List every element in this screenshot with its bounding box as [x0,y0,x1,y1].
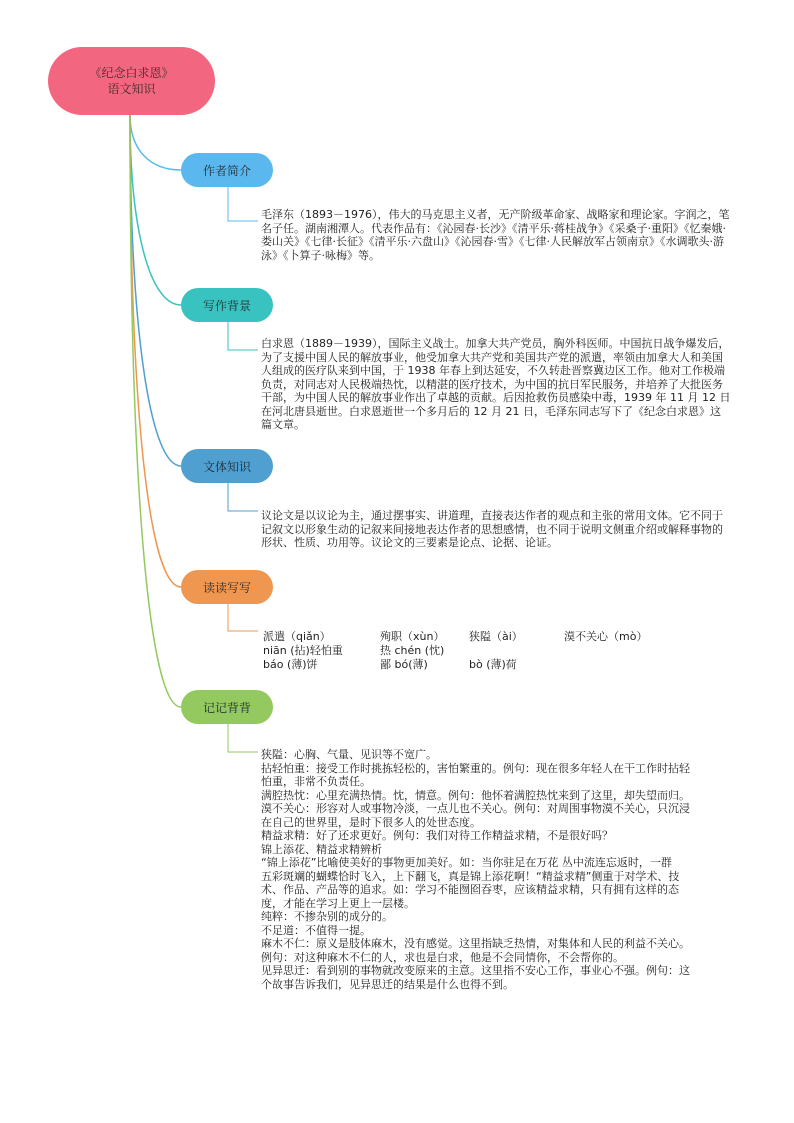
branch-genre-knowledge[interactable] [181,449,273,483]
memorize-line: 漠不关心：形容对人或事物冷淡，一点儿也不关心。例句：对周围事物漠不关心，只沉浸 [261,802,690,815]
background-text [261,337,731,432]
memorize-line: 术、作品、产品等的追求。如：学习不能囫囵吞枣，应该精益求精，只有拥有这样的态 [261,883,679,896]
vocab-item: 殉职（xùn） [380,630,445,643]
branch-label: 记记背背 [202,700,251,715]
memorize-line: 见异思迁：看到别的事物就改变原来的主意。这里指不安心工作，事业心不强。例句：这 [261,964,690,977]
memorize-line: 五彩斑斓的蝴蝶恰时飞入，上下翻飞，真是锦上添花啊！“精益求精”侧重于对学术、技 [261,869,680,883]
vocab-row [263,658,683,672]
memorize-line: 纯粹：不掺杂别的成分的。 [261,910,393,923]
memorize-line: 满腔热忱：心里充满热情。忱，情意。例句：他怀着满腔热忱来到了这里，却失望而归。 [261,788,690,802]
memorize-line: “锦上添花”比喻使美好的事物更加美好。如：当你驻足在万花 丛中流连忘返时，一群 [261,856,672,869]
branch-read-write[interactable] [181,570,273,604]
genre-paragraph: 议论文是以议论为主，通过摆事实、讲道理，直接表达作者的观点和主张的常用文体。它不同于记叙文以形象生动的记叙来间接地表达作者的思想感情，也不同于说明文侧重介绍或解释事物的形状、性质、功用等。议论文的三要素是论点、论据、论证。 [261,509,723,549]
author-intro-text [261,208,731,262]
vocab-item: 漠不关心（mò） [564,630,648,643]
connector-memorize [130,115,181,707]
author-paragraph: 毛泽东（1893－1976），伟大的马克思主义者，无产阶级革命家、战略家和理论家。字润之，笔名子任。湖南湘潭人。代表作品有：《沁园春·长沙》《清平乐·蒋桂战争》《采桑子·重阳》《忆秦娥·娄山关》《七律·长征》《清平乐·六盘山》《沁园春·雪》《七律·人民解放军占领南京》《水调歌头·游泳》《卜算子·咏梅》等。 [261,208,730,262]
connector-reading [130,115,181,587]
memorize-line: 拈轻怕重：接受工作时挑拣轻松的，害怕繁重的。例句：现在很多年轻人在干工作时拈轻 [261,761,690,775]
vocab-item: bò (薄)荷 [469,658,517,671]
memorize-line: 锦上添花、精益求精辨析 [261,842,382,856]
memorize-line: 在自己的世界里，是时下很多人的处世态度。 [261,815,481,829]
memorize-line: 怕重，非常不负责任。 [261,775,371,788]
branch-label: 读读写写 [202,580,251,595]
connector-genre [130,115,181,466]
genre-text [261,509,731,550]
elbow-memorize [228,724,258,752]
memorize-text [261,748,731,991]
root-subtitle: 语文知识 [107,82,156,96]
branch-label: 文体知识 [202,459,251,474]
memorize-line: 麻木不仁：原义是肢体麻木，没有感觉。这里指缺乏热情，对集体和人民的利益不关心。 [261,937,690,950]
branch-memorize[interactable] [181,690,273,724]
vocab-item: 热 chén (忱) [380,644,445,657]
background-paragraph: 白求恩（1889－1939），国际主义战士。加拿大共产党员，胸外科医师。中国抗日战争爆发后，为了支援中国人民的解放事业，他受加拿大共产党和美国共产党的派遣，率领由加拿大人和美国人组成的医疗队来到中国，于 1938 年春上到达延安，不久转赴晋察冀边区工作。他对工作极端负责，对同志对人民极端热忱，以精湛的医疗技术，为中国的抗日军民服务，并培养了大批医务干部，为中国人民的解放事业作出了卓越的贡献。后因抢救伤员感染中毒，1939 年 11 月 12 日在河北唐县逝世。白求恩逝世一个多月后的 12 月 21 日，毛泽东同志写下了《纪念白求恩》这篇文章。 [261,337,731,431]
vocab-item: niān (拈)轻怕重 [263,644,343,657]
vocab-row [263,644,683,658]
branch-writing-background[interactable] [181,288,273,322]
branch-author-intro[interactable] [181,153,273,187]
branch-label: 作者简介 [202,163,251,178]
branch-label: 写作背景 [202,298,251,313]
memorize-line: 精益求精：好了还求更好。例句：我们对待工作精益求精，不是很好吗？ [261,829,613,842]
memorize-line: 不足道：不值得一提。 [261,923,371,937]
root-title: 《纪念白求恩》 [89,66,174,80]
vocab-item: 派遣（qiǎn） [263,630,331,643]
vocab-item: báo (薄)饼 [263,658,318,671]
memorize-line: 个故事告诉我们，见异思迁的结果是什么也得不到。 [261,977,514,991]
memorize-line: 例句：对这种麻木不仁的人，求也是白求，他是不会同情你，不会帮你的。 [261,950,624,964]
elbow-background [228,322,258,350]
memorize-line: 度，才能在学习上更上一层楼。 [261,896,415,910]
memorize-line: 狭隘：心胸、气量、见识等不宽广。 [261,748,437,761]
root-topic[interactable] [48,47,215,115]
connector-author [130,115,181,170]
connector-background [130,115,181,305]
vocab-table [263,630,683,672]
elbow-reading [228,604,258,631]
elbow-genre [228,483,258,511]
elbow-author [228,187,258,221]
vocab-row [263,630,683,644]
vocab-item: 狭隘（ài） [469,630,523,643]
vocab-item: 鄙 bó(薄) [380,658,428,671]
